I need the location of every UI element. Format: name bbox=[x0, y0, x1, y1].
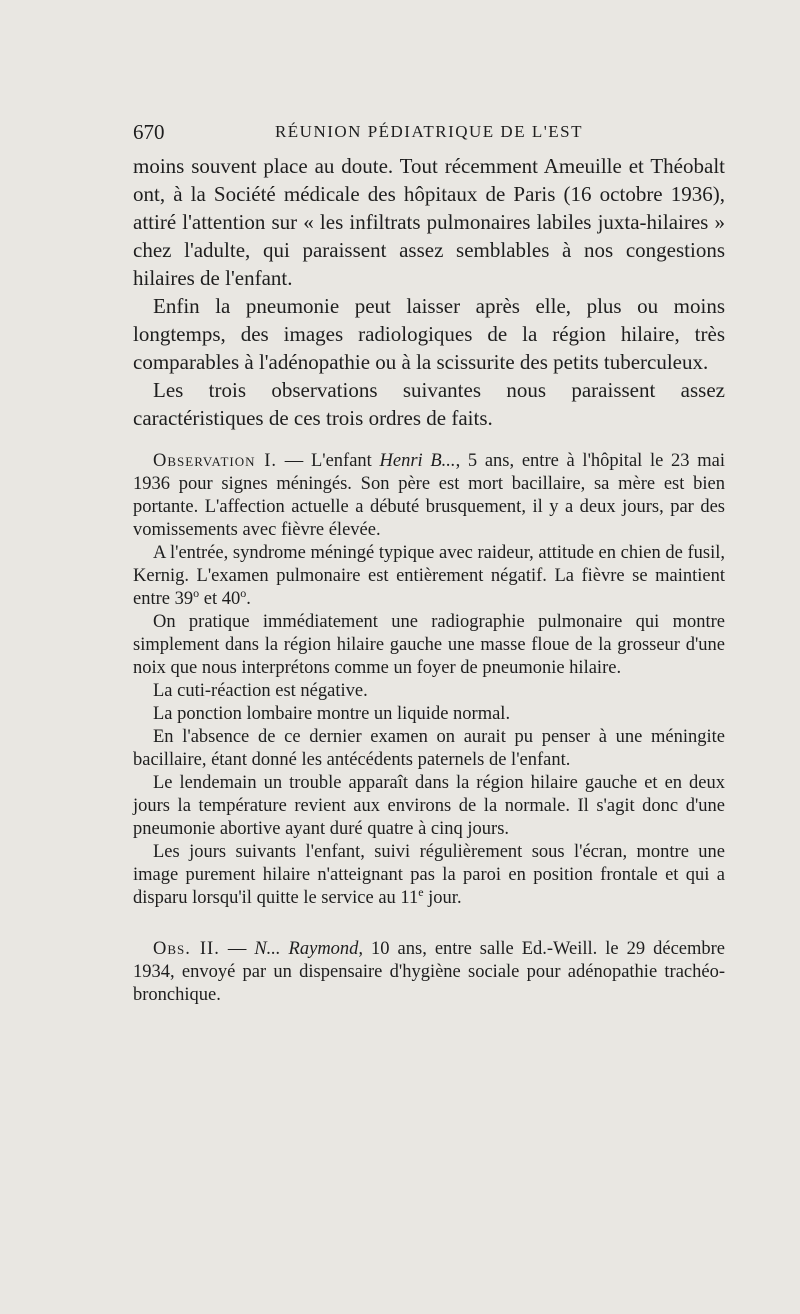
obs1-paragraph-3: On pratique immédiatement une radiographie pulmonaire qui montre simplement dans la région hilaire gauche une masse floue de la grosseur d'une noix que nous interprétons comme un foyer de pneumonie hilaire. bbox=[133, 612, 725, 678]
page-number: 670 bbox=[133, 120, 165, 144]
intro-section bbox=[133, 152, 725, 432]
obs2-patient-name: N... Raymond, bbox=[254, 939, 364, 959]
page-body bbox=[133, 152, 725, 1007]
obs1-paragraph-6: En l'absence de ce dernier examen on aurait pu penser à une méningite bacillaire, étant donné les antécédents paternels de l'enfant. bbox=[133, 727, 725, 770]
observation-2 bbox=[133, 938, 725, 1007]
obs2-paragraph-1: Obs. II. — N... Raymond, 10 ans, entre salle Ed.-Weill. le 29 décembre 1934, envoyé par un dispensaire d'hygiène sociale pour adénopathie trachéo-bronchique. bbox=[133, 939, 726, 1005]
page-header bbox=[133, 120, 725, 144]
obs2-label: Obs. II. bbox=[153, 939, 220, 959]
obs1-paragraph-5: La ponction lombaire montre un liquide normal. bbox=[153, 704, 511, 724]
intro-paragraph-1: moins souvent place au doute. Tout récemment Ameuille et Théobalt ont, à la Société médicale des hôpitaux de Paris (16 octobre 1936), attiré l'attention sur « les infiltrats pulmonaires labiles juxta-hilaires » chez l'adulte, qui paraissent assez semblables à nos congestions hilaires de l'enfant. bbox=[133, 154, 725, 290]
obs1-patient-name: Henri B... bbox=[379, 451, 456, 471]
running-title: RÉUNION PÉDIATRIQUE DE L'EST bbox=[274, 122, 584, 141]
obs1-paragraph-2: A l'entrée, syndrome méningé typique avec raideur, attitude en chien de fusil, Kernig. L'examen pulmonaire est entièrement négatif. La fièvre se maintient entre 39$^o$ et 40$^o$. bbox=[133, 543, 725, 609]
obs1-paragraph-7: Le lendemain un trouble apparaît dans la région hilaire gauche et en deux jours la température revient aux environs de la normale. Il s'agit donc d'une pneumonie abortive ayant duré quatre à cinq jours. bbox=[133, 773, 725, 839]
obs1-paragraph-8: Les jours suivants l'enfant, suivi régulièrement sous l'écran, montre une image purement hilaire n'atteignant pas la paroi en position frontale et qui a disparu lorsqu'il quitte le service au 11e jour. bbox=[133, 842, 725, 908]
obs1-paragraph-4: La cuti-réaction est négative. bbox=[153, 681, 368, 701]
obs1-paragraph-1: Observation I. — L'enfant Henri B..., 5 ans, entre à l'hôpital le 23 mai 1936 pour signes méningés. Son père est mort bacillaire, sa mère est bien portante. L'affection actuelle a débuté brusquement, il y a deux jours, par des vomissements avec fièvre élevée. bbox=[133, 451, 725, 540]
intro-paragraph-3: Les trois observations suivantes nous paraissent assez caractéristiques de ces trois ordres de faits. bbox=[133, 378, 725, 430]
intro-paragraph-2: Enfin la pneumonie peut laisser après elle, plus ou moins longtemps, des images radiologiques de la région hilaire, très comparables à l'adénopathie ou à la scissurite des petits tuberculeux. bbox=[133, 294, 725, 374]
observation-1 bbox=[133, 450, 725, 910]
obs1-label: Observation I. bbox=[153, 451, 278, 471]
